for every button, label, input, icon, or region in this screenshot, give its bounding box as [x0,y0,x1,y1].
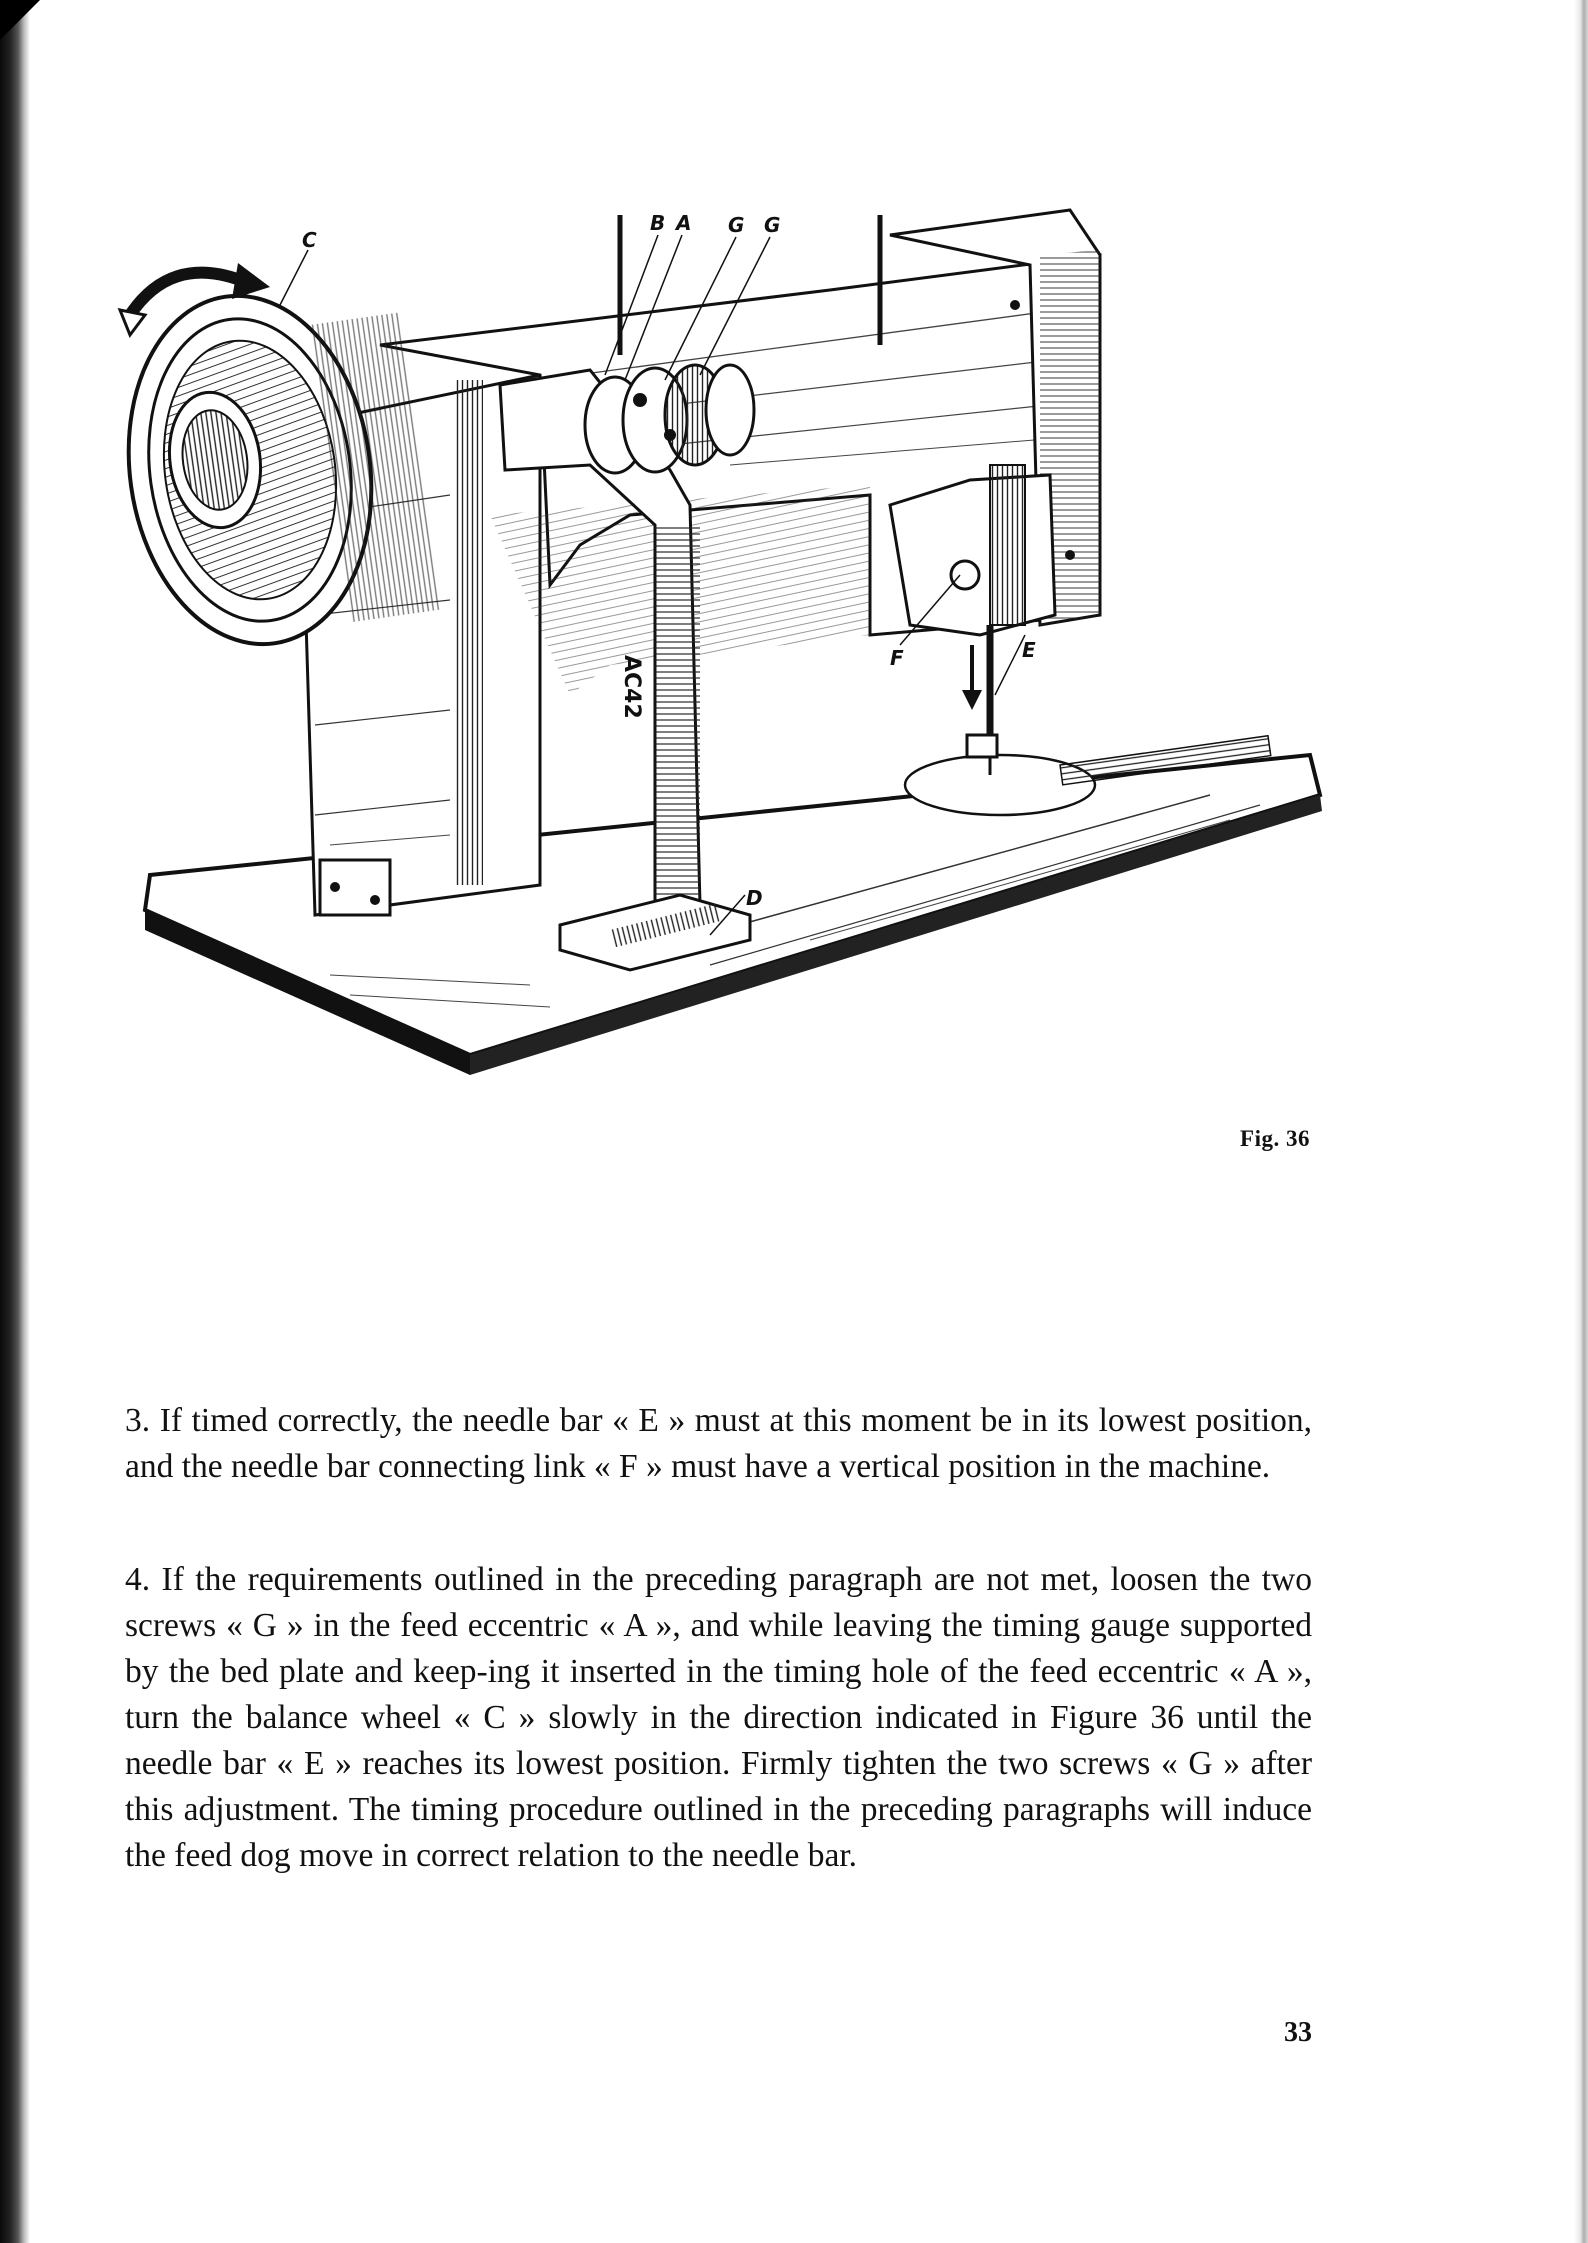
scan-shadow-left [0,0,30,2243]
callout-d: D [746,886,763,910]
callout-g-first: G [728,213,745,237]
needle-bar-assembly [890,465,1055,775]
page-number: 33 [1284,2017,1312,2048]
callout-g-second: G [764,213,781,237]
callout-e: E [1022,638,1036,662]
callout-c: C [302,228,317,252]
figure-caption: Fig. 36 [1240,1126,1310,1151]
sewing-machine-figure [110,195,1340,1095]
scan-corner-shadow [0,0,40,40]
paragraph-step-3: 3. If timed correctly, the needle bar « E » must at this moment be in its lowest position, and the needle bar connecting link « F » must have a vertical position in the machine. [125,1402,1312,1485]
callout-b: B [650,211,666,235]
scan-shadow-right [1574,0,1588,2243]
callout-f: F [890,646,904,670]
arm-stamp: AC42 [619,655,644,719]
paragraph-step-4: 4. If the requirements outlined in the preceding paragraph are not met, loosen the two screws « G » in the feed eccentric « A », and while leaving the timing gauge supported by the bed plate and keep-ing it inserted in the timing hole of the feed eccentric « A », turn the balance wheel « C » slowly in the direction indicated in Figure 36 until the needle bar « E » reaches its lowest position. Firmly tighten the two screws « G » after this adjustment. The timing procedure outlined in the preceding paragraphs will induce the feed dog move in correct relation to the needle bar. [125,1561,1312,1874]
balance-wheel [110,280,441,660]
callout-a: A [676,211,692,235]
sewing-machine-illustration [110,195,1340,1095]
